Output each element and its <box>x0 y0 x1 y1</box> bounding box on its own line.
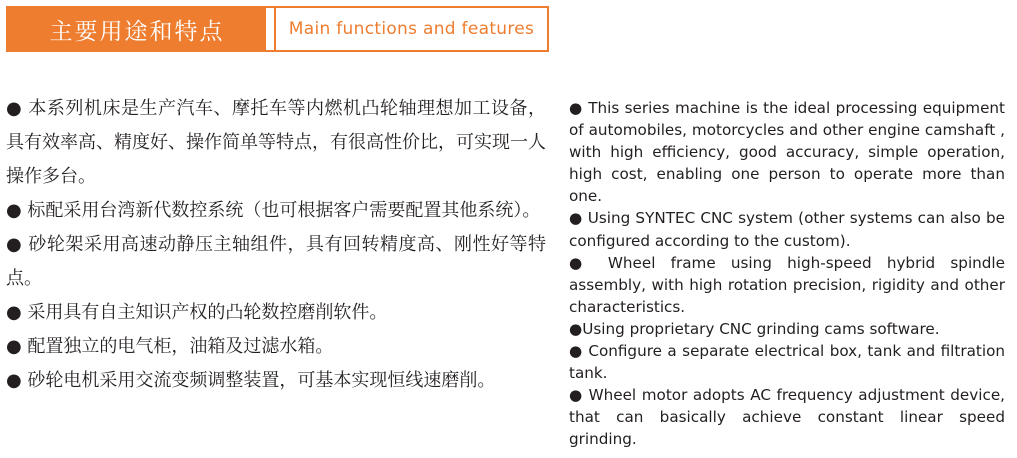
feature-en-item: ● Wheel frame using high-speed hybrid spindle assembly, with high rotation precision, rigidity and other characteristics. <box>569 253 1005 316</box>
section-header <box>6 6 549 52</box>
feature-cn-item: ● 砂轮架采用高速动静压主轴组件，具有回转精度高、刚性好等特点。 <box>6 234 546 289</box>
feature-en-item: ● Configure a separate electrical box, tank and filtration tank. <box>569 342 1005 383</box>
feature-list-en <box>569 97 1005 451</box>
feature-cn-item: ● 本系列机床是生产汽车、摩托车等内燃机凸轮轴理想加工设备，具有效率高、精度好、操作简单等特点，有很高性价比，可实现一人操作多台。 <box>6 98 546 187</box>
header-divider <box>266 8 274 50</box>
feature-cn-item: ● 配置独立的电气柜，油箱及过滤水箱。 <box>6 336 334 357</box>
feature-cn-item: ● 标配采用台湾新代数控系统（也可根据客户需要配置其他系统）。 <box>6 200 541 221</box>
feature-cn-item: ● 采用具有自主知识产权的凸轮数控磨削软件。 <box>6 302 388 323</box>
feature-cn-item: ● 砂轮电机采用交流变频调整装置，可基本实现恒线速磨削。 <box>6 370 496 391</box>
feature-en-item: ● Wheel motor adopts AC frequency adjustment device, that can basically achieve constant linear speed grinding. <box>569 386 1005 449</box>
feature-list-cn <box>6 92 546 398</box>
header-title-cn: 主要用途和特点 <box>8 8 266 50</box>
feature-en-item: ●Using proprietary CNC grinding cams software. <box>569 319 940 338</box>
feature-en-item: ● Using SYNTEC CNC system (other systems can also be configured according to the custom). <box>569 209 1005 250</box>
feature-en-item: ● This series machine is the ideal processing equipment of automobiles, motorcycles and other engine camshaft , with high efficiency, good accuracy, simple operation, high cost, enabling one person to operate more than one. <box>569 99 1005 206</box>
header-title-en: Main functions and features <box>274 8 547 50</box>
